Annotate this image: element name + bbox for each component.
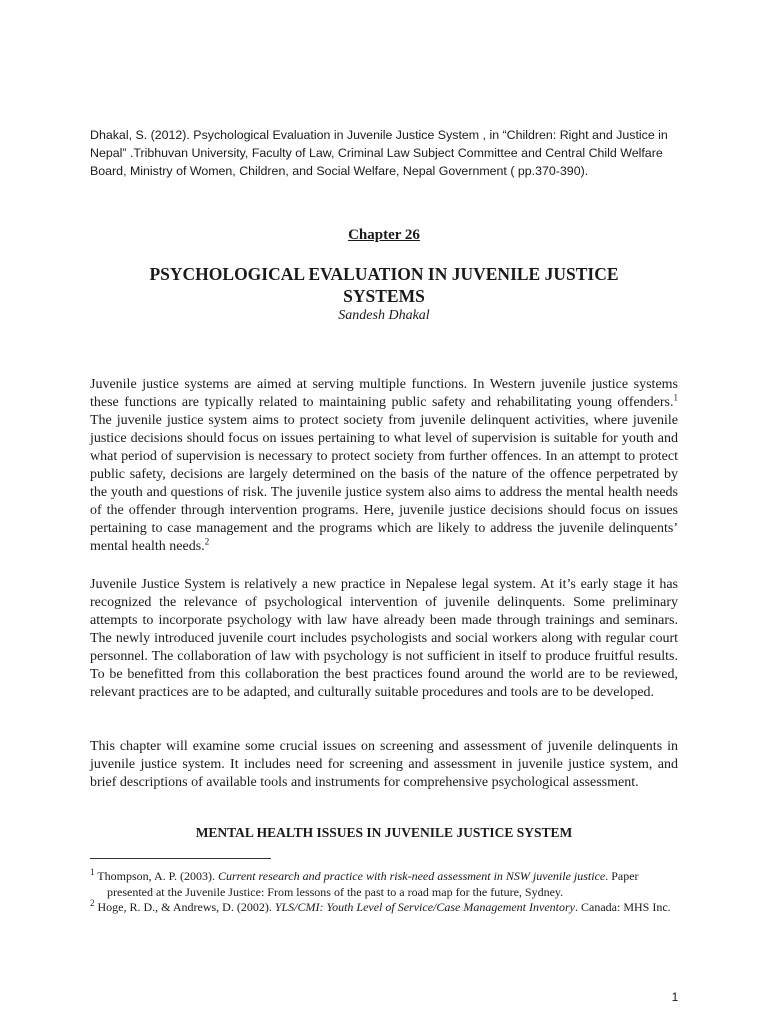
body-paragraph-3: This chapter will examine some crucial issues on screening and assessment of juvenile delinquents in juvenile justice system. It includes need for screening and assessment in juvenile justice system, and brief descriptions of available tools and instruments for comprehensive psychological assessment.: [90, 739, 678, 790]
footnote-text: Hoge, R. D., & Andrews, D. (2002).: [94, 900, 275, 914]
body-paragraph-1: [90, 376, 678, 556]
footnote-divider: [90, 858, 271, 859]
footnote-marker: 1: [90, 867, 95, 877]
paragraph-text: Juvenile justice systems are aimed at serving multiple functions. In Western juvenile justice systems these functions are typically related to maintaining public safety and rehabilitating young offenders.: [90, 377, 678, 410]
paragraph-text: The juvenile justice system aims to protect society from juvenile delinquent activities, where juvenile justice decisions should focus on issues pertaining to what level of supervision is suitable for youth and what period of supervision is necessary to protect society from further offences. In an attempt to protect public safety, decisions are largely determined on the basis of the nature of the offence perpetrated by the youth and questions of risk. The juvenile justice system also aims to address the mental health needs of the offender through intervention programs. Here, juvenile justice decisions should focus on issues pertaining to case management and the programs which are likely to address the juvenile delinquents’ mental health needs.: [90, 413, 678, 554]
footnote-2: [90, 899, 678, 915]
footnote-text: Thompson, A. P. (2003).: [94, 869, 218, 883]
footnote-italic-title: Current research and practice with risk-need assessment in NSW juvenile justice: [217, 869, 606, 883]
author-name: Sandesh Dhakal: [338, 308, 430, 323]
chapter-label: Chapter 26: [348, 227, 420, 243]
footnote-ref-2[interactable]: 2: [204, 536, 210, 547]
chapter-title: PSYCHOLOGICAL EVALUATION IN JUVENILE JUSTICE SYSTEMS: [149, 264, 619, 306]
footnote-1: [90, 868, 678, 900]
footnote-text: . Paper presented at the Juvenile Justice: From lessons of the past to a road map for the future, Sydney.: [107, 869, 639, 899]
footnote-marker: 2: [90, 898, 95, 908]
body-paragraph-2: Juvenile Justice System is relatively a new practice in Nepalese legal system. At it’s early stage it has recognized the relevance of psychological intervention of juvenile delinquents. Some preliminary attempts to incorporate psychology with law have already been made through trainings and seminars. The newly introduced juvenile court includes psychologists and social workers along with regular court personnel. The collaboration of law with psychology is not sufficient in itself to produce fruitful results. To be benefitted from this collaboration the best practices found around the world are to be reviewed, relevant practices are to be adapted, and culturally suitable procedures and tools are to be developed.: [90, 577, 678, 700]
footnote-italic-title: YLS/CMI: Youth Level of Service/Case Management Inventory: [274, 900, 575, 914]
footnote-ref-1[interactable]: 1: [673, 392, 678, 403]
footnote-text: . Canada: MHS Inc.: [575, 900, 671, 914]
citation: Dhakal, S. (2012). Psychological Evaluation in Juvenile Justice System , in “Children: Right and Justice in Nepal” .Tribhuvan University, Faculty of Law, Criminal Law Subject Committee and Central Child Welfare Board, Ministry of Women, Children, and Social Welfare, Nepal Government ( pp.370-390).: [90, 128, 668, 178]
page-number: 1: [671, 990, 679, 1004]
section-heading: MENTAL HEALTH ISSUES IN JUVENILE JUSTICE SYSTEM: [195, 825, 573, 840]
